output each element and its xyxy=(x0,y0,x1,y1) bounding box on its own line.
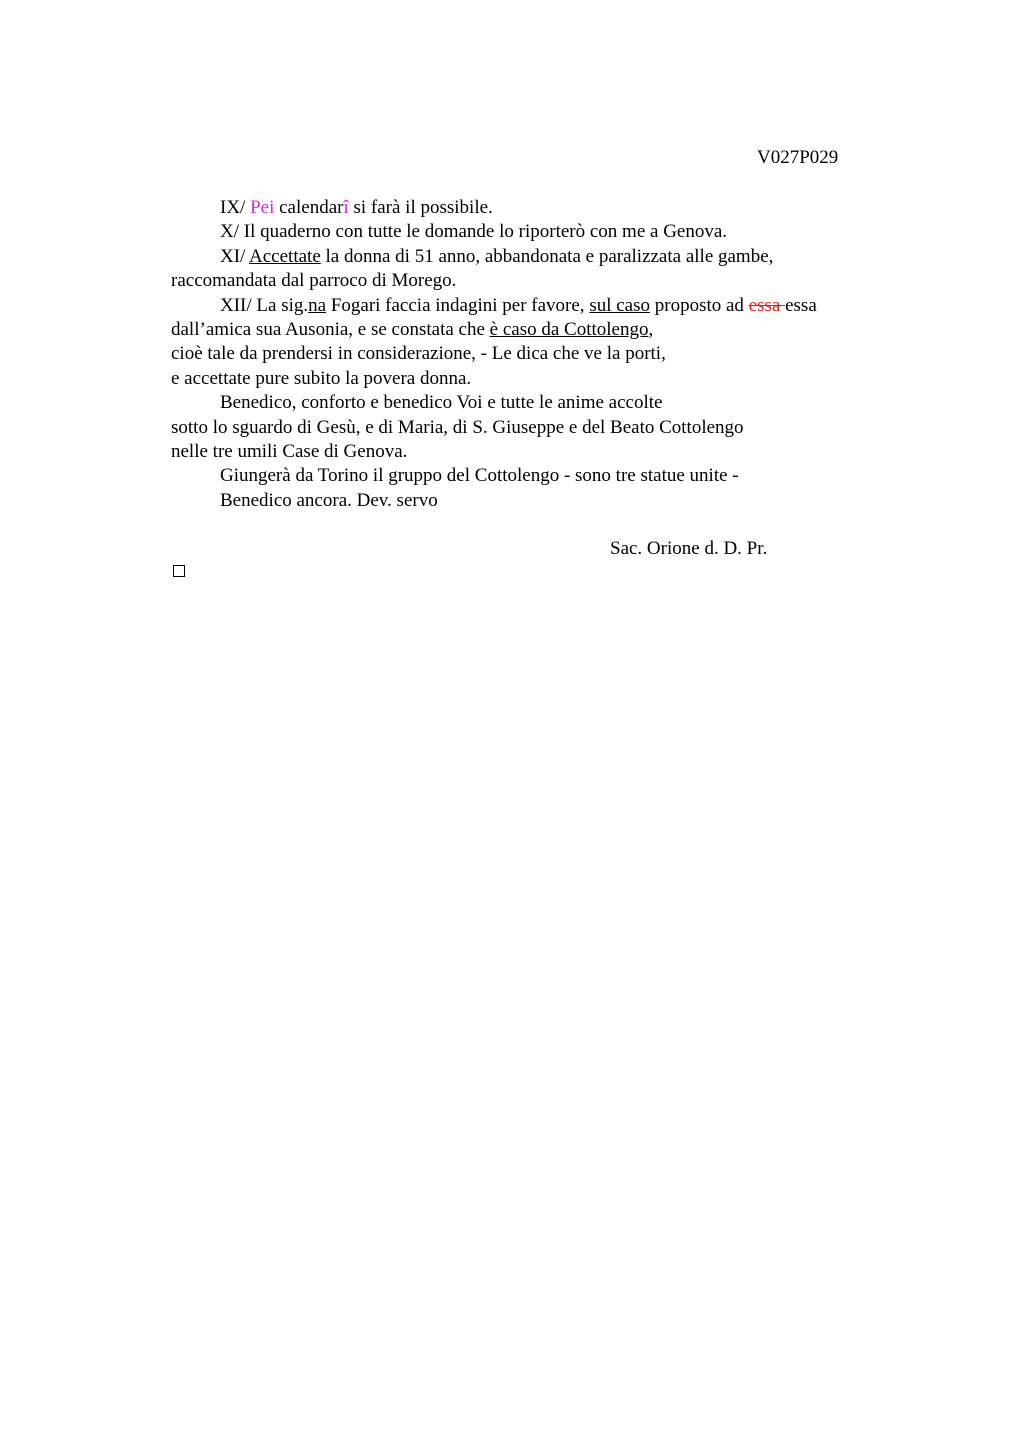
text-segment: cioè tale da prendersi in considerazione, - Le dica che ve la porti, xyxy=(171,343,666,365)
signature: Sac. Orione d. D. Pr. xyxy=(610,538,768,559)
text-segment: nelle tre umili Case di Genova. xyxy=(171,440,408,462)
editorial-annotation: î xyxy=(343,197,349,218)
text-segment: , xyxy=(648,318,654,340)
paragraph-xii-continued xyxy=(171,318,891,342)
text-segment: sotto lo sguardo di Gesù, e di Maria, di S. Giuseppe e del Beato Cottolengo xyxy=(171,416,744,438)
underlined-text: sul caso xyxy=(589,294,650,316)
text-segment: IX/ xyxy=(220,197,251,218)
underlined-text: Accettate xyxy=(249,245,321,267)
underlined-text: na xyxy=(308,294,327,316)
paragraph-x xyxy=(171,220,891,244)
text-segment: XI/ xyxy=(220,245,250,267)
paragraph-xii-continued xyxy=(171,367,891,391)
paragraph-xii xyxy=(171,294,891,318)
text-segment: la donna di 51 anno, abbandonata e paralizzata alle gambe, xyxy=(320,245,774,267)
text-segment: si farà il possibile. xyxy=(348,197,493,218)
closing-line xyxy=(171,489,891,513)
paragraph-xi-continued xyxy=(171,269,891,293)
text-segment: XII/ La sig. xyxy=(220,294,309,316)
text-segment: calendar xyxy=(274,197,344,218)
paragraph-xii-continued xyxy=(171,342,891,366)
blessing-paragraph xyxy=(171,391,891,415)
blessing-paragraph-continued xyxy=(171,416,891,440)
text-segment: Giungerà da Torino il gruppo del Cottolengo - sono tre statue unite - xyxy=(220,465,739,487)
page-reference-code: V027P029 xyxy=(757,147,839,168)
letter-body xyxy=(171,196,891,513)
struck-through-text: essa xyxy=(748,294,786,316)
paragraph-ix xyxy=(171,196,891,220)
blessing-paragraph-continued xyxy=(171,440,891,464)
text-segment: raccomandata dal parroco di Morego. xyxy=(171,270,457,292)
end-of-document-box-icon xyxy=(173,565,185,577)
underlined-text: è caso da Cottolengo xyxy=(489,318,649,340)
text-segment: essa xyxy=(785,294,817,316)
text-segment: e accettate pure subito la povera donna. xyxy=(171,367,472,389)
text-segment: dall’amica sua Ausonia, e se constata che xyxy=(171,318,490,340)
text-segment: proposto ad xyxy=(650,294,749,316)
text-segment: X/ Il quaderno con tutte le domande lo riporterò con me a Genova. xyxy=(220,221,728,243)
text-segment: Benedico ancora. Dev. servo xyxy=(220,489,438,511)
text-segment: Benedico, conforto e benedico Voi e tutte le anime accolte xyxy=(220,392,663,414)
text-segment: Fogari faccia indagini per favore, xyxy=(326,294,590,316)
paragraph-xi xyxy=(171,245,891,269)
editorial-annotation: Pei xyxy=(250,197,275,218)
statue-paragraph xyxy=(171,464,891,488)
